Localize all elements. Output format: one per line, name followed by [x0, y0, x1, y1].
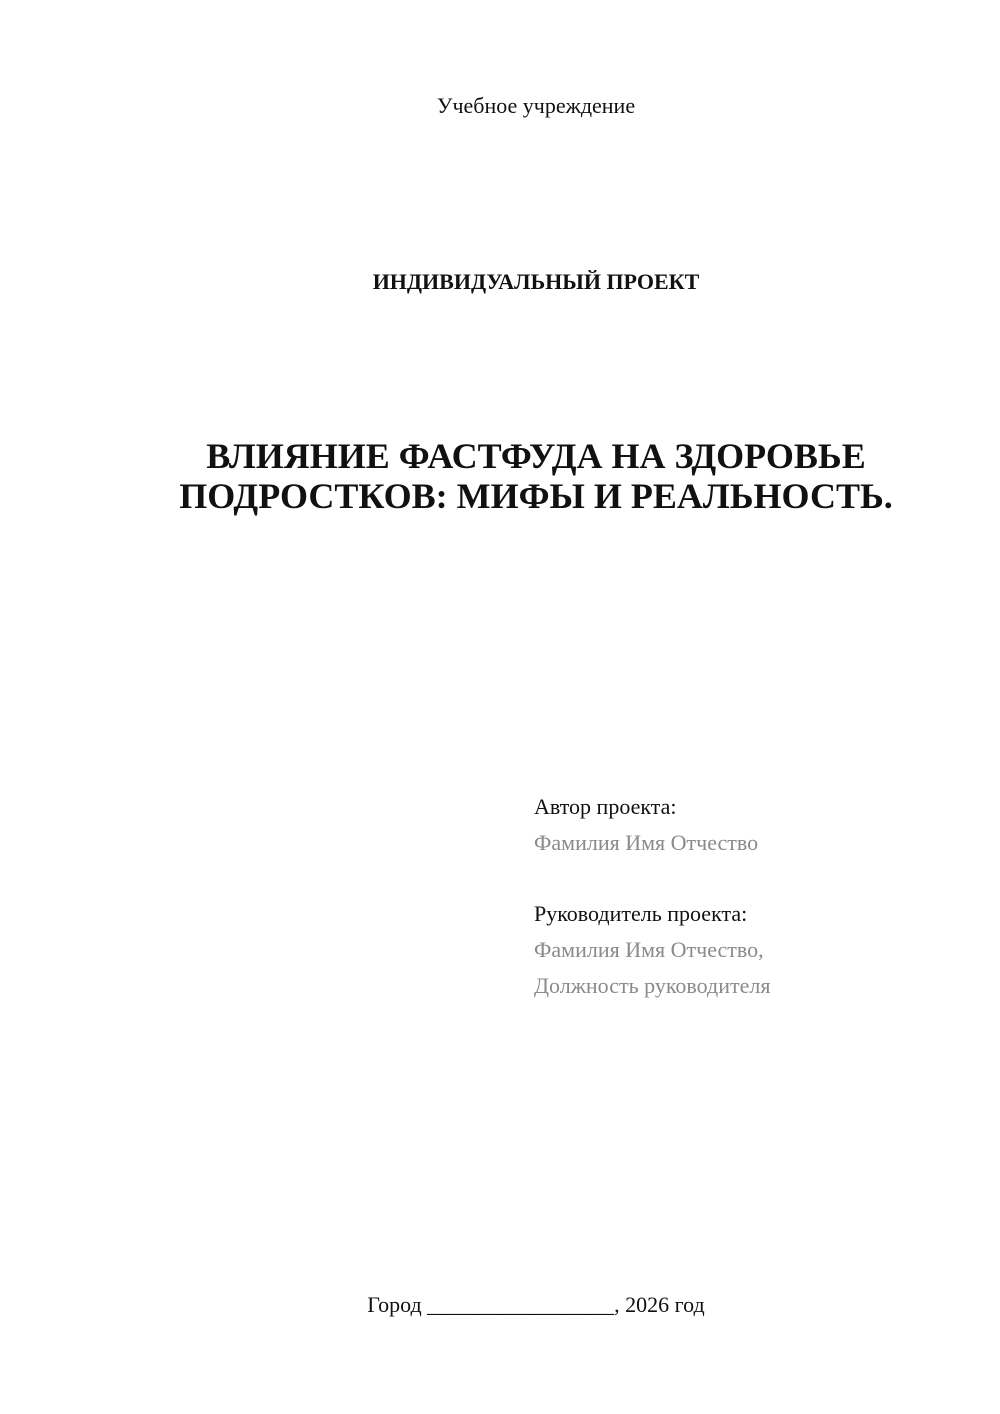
- city-year-line: Город _________________, 2026 год: [367, 1292, 705, 1317]
- credits-spacer: [534, 861, 974, 896]
- author-label: Автор проекта:: [534, 794, 677, 819]
- institution-name: Учебное учреждение: [436, 93, 636, 118]
- supervisor-name: Фамилия Имя Отчество,: [534, 937, 764, 962]
- author-name: Фамилия Имя Отчество: [534, 830, 759, 855]
- project-title-line-2: ПОДРОСТКОВ: МИФЫ И РЕАЛЬНОСТЬ.: [179, 476, 893, 516]
- supervisor-position: Должность руководителя: [534, 973, 771, 998]
- project-title: [0, 436, 1000, 516]
- project-type-heading: ИНДИВИДУАЛЬНЫЙ ПРОЕКТ: [372, 269, 700, 294]
- credits-block: [534, 789, 974, 1004]
- supervisor-label: Руководитель проекта:: [534, 901, 748, 926]
- project-title-line-1: ВЛИЯНИЕ ФАСТФУДА НА ЗДОРОВЬЕ: [206, 436, 866, 476]
